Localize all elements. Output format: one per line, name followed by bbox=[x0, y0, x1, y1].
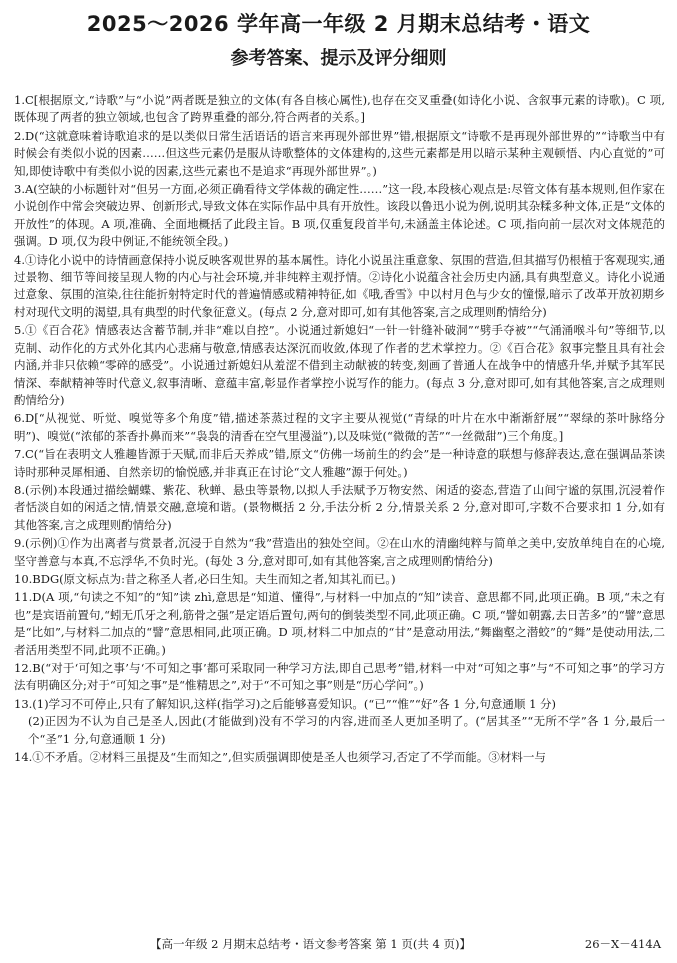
item-number: 2. bbox=[14, 128, 25, 143]
item-number: 3. bbox=[14, 182, 25, 197]
item-text: D[“从视觉、听觉、嗅觉等多个角度”错,描述茶蒸过程的文字主要从视觉(“青绿的叶片在水中渐渐舒展”“翠绿的茶叶脉络分明”)、嗅觉(“浓郁的茶香扑鼻而来”“袅袅的清香在空气里漫溢”),以及味觉(“微微的苦”“一丝微甜”)三个角度。] bbox=[14, 411, 665, 443]
answer-item-10 bbox=[14, 571, 665, 588]
item-text: A(空缺的小标题针对“但另一方面,必须正确看待文学体裁的确定性……”这一段,本段核心观点是:尽管文体有基本规则,但作家在小说创作中常会突破边界、创新形式,导致文体在实际作品中具有开放性。该段以鲁迅小说为例,说明其杂糅多种文体,正是“文体的开放性”的体现。A 项,准确、全面地概括了此段主旨。B 项,仅重复段首半句,未涵盖主体论述。C 项,指向前一层次对文体规范的强调。D 项,仅为段中例证,不能统领全段。) bbox=[14, 182, 665, 249]
item-text: ①不矛盾。②材料三虽提及“生而知之”,但实质强调即使是圣人也须学习,否定了不学而能。③材料一与 bbox=[32, 750, 546, 765]
item-text: D(A 项,“句读之不知”的“知”读 zhì,意思是“知道、懂得”,与材料一中加点的“知”读音、意思都不同,此项正确。B 项,“未之有也”是宾语前置句,“蚓无爪牙之利,筋骨之强”是定语后置句,两句的倒装类型不同,此项正确。C 项,“譬如朝露,去日苦多”的“譬”意思是“比如”,与材料二加点的“譬”意思相同,此项正确。D 项,材料二中加点的“甘”是意动用法,“舞幽壑之潜蛟”的“舞”是使动用法,二者活用类型不同,此项不正确。) bbox=[14, 590, 665, 657]
item-number: 4. bbox=[14, 252, 25, 267]
item-text: ①《百合花》情感表达含蓄节制,并非“难以自控”。小说通过新媳妇“一针一针缝补破洞”“劈手夺被”“气涌涌喉斗句”等细节,以克制、动作化的方式外化其内心悲痛与敬意,情感表达深沉而收敛,体现了作者的艺术掌控力。②《百合花》叙事完整且具有社会内涵,并非只依赖“零碎的感受”。小说通过新媳妇从羞涩不借到主动献被的转变,刻画了普通人在战争中的情感升华,并赋予其军民情深、奉献精神等时代意义,叙事清晰、意蕴丰富,彰显作者掌控小说写作的能力。(每点 3 分,意对即可,如有其他答案,言之成理则酌情给分) bbox=[14, 323, 665, 407]
answer-item-6 bbox=[14, 410, 665, 445]
page-title: 2025～2026 学年高一年级 2 月期末总结考・语文 bbox=[86, 12, 591, 36]
answer-item-12 bbox=[14, 660, 665, 695]
item-number: 5. bbox=[14, 323, 25, 338]
page-subtitle: 参考答案、提示及评分细则 bbox=[230, 48, 447, 69]
answer-item-13 bbox=[14, 696, 665, 748]
item-number: 13. bbox=[14, 696, 33, 711]
item-text-part-2: (2)正因为不认为自己是圣人,因此(才能做到)没有不学习的内容,进而圣人更加圣明了。(“居其圣”“无所不学”各 1 分,最后一个“圣”1 分,句意通顺 1 分) bbox=[28, 714, 665, 746]
answer-item-4 bbox=[14, 252, 665, 322]
item-text: B(“对于‘可知之事’与‘不可知之事’都可采取同一种学习方法,即自己思考”错,材料一中对“可知之事”与“不可知之事”的学习方法有明确区分;对于“可知之事”是“惟精思之”,对于“不可知之事”则是“历心学问”。) bbox=[14, 661, 665, 693]
answer-item-2 bbox=[14, 128, 665, 180]
item-number: 1. bbox=[14, 93, 25, 107]
item-text: (示例)本段通过描绘蝴蝶、紫花、秋蝉、悬虫等景物,以拟人手法赋予万物安然、闲适的姿态,营造了山间宁谧的氛围,沉浸着作者恬淡自如的闲适之情,情景交融,意境和谐。(景物概括 2 分,手法分析 2 分,情景关系 2 分,意对即可,字数不合要求扣 1 分,如有其他答案,言之成理则酌情给分) bbox=[14, 482, 665, 532]
item-text: C(“旨在表明文人雅趣皆源于天赋,而非后天养成”错,原文“仿佛一场前生的约会”是一种诗意的联想与修辞表达,意在强调品茶读诗时那种灵犀相通、自然亲切的愉悦感,并非真正在讨论“文人雅趣”源于何处。) bbox=[14, 447, 665, 479]
answer-list bbox=[14, 92, 665, 767]
item-number: 9. bbox=[14, 536, 25, 551]
item-number: 11. bbox=[14, 590, 33, 605]
item-text-part-1: (1)学习不可停止,只有了解知识,这样(指学习)之后能够喜爱知识。(“已”“惟”“好”各 1 分,句意通顺 1 分) bbox=[32, 696, 557, 711]
answer-item-11 bbox=[14, 589, 665, 659]
item-text: (示例)①作为出离者与赏景者,沉浸于自然为“我”营造出的独处空间。②在山水的清幽纯粹与简单之美中,安放单纯自在的心境,坚守善意与本真,不忘浮华,不负时光。(每处 3 分,意对即可,如有其他答案,言之成理则酌情给分) bbox=[14, 536, 665, 568]
page-footer bbox=[0, 936, 677, 956]
item-number: 7. bbox=[14, 447, 25, 462]
item-text: C[根据原文,“诗歌”与“小说”两者既是独立的文体(有各自核心属性),也存在交叉重叠(如诗化小说、含叙事元素的诗歌)。C 项,既体现了两者的独立领域,也包含了跨界重叠的部分,符合两者的关系。] bbox=[14, 93, 665, 125]
item-text: D(“这就意味着诗歌追求的是以类似日常生活语话的语言来再现外部世界”错,根据原文“诗歌不是再现外部世界的”“诗歌当中有时候会有类似小说的因素……但这些元素仍是服从诗歌整体的文体建构的,这些元素都是用以暗示某种主观顿悟、内心直觉的”可知,即使诗歌中有类似小说的因素,这些元素也不是追求“再现外部世界”。) bbox=[14, 128, 665, 178]
answer-item-9 bbox=[14, 535, 665, 570]
item-text: BDG(原文标点为:昔之称圣人者,必曰生知。夫生而知之者,知其礼而已。) bbox=[32, 571, 396, 586]
item-number: 6. bbox=[14, 411, 25, 426]
answer-item-1 bbox=[14, 92, 665, 127]
answer-item-5 bbox=[14, 322, 665, 409]
item-number: 8. bbox=[14, 482, 25, 497]
item-number: 14. bbox=[14, 750, 33, 765]
answer-item-7 bbox=[14, 446, 665, 481]
answer-item-3 bbox=[14, 181, 665, 251]
item-number: 12. bbox=[14, 661, 33, 675]
answer-item-14 bbox=[14, 749, 665, 766]
item-number: 10. bbox=[14, 571, 33, 586]
footer-code: 26－X－414A bbox=[584, 937, 661, 951]
item-text: ①诗化小说中的诗情画意保持小说反映客观世界的基本属性。诗化小说虽注重意象、氛围的营造,但其描写仍根植于客观现实,通过景物、细节等间接呈现人物的内心与社会环境,并非纯粹主观抒情。②诗化小说蕴含社会历史内涵,具有典型意义。诗化小说通过意象、氛围的渲染,往往能折射特定时代的普遍情感或精神特征,如《哦,香雪》中以村月色与少女的憧憬,暗示了改革开放初期乡村对现代文明的渴望,具有典型的时代象征意义。(每点 2 分,意对即可,如有其他答案,言之成理则酌情给分) bbox=[14, 252, 665, 319]
answer-item-8 bbox=[14, 482, 665, 534]
footer-page-info: 【高一年级 2 月期末总结考・语文参考答案 第 1 页(共 4 页)】 bbox=[150, 937, 472, 951]
